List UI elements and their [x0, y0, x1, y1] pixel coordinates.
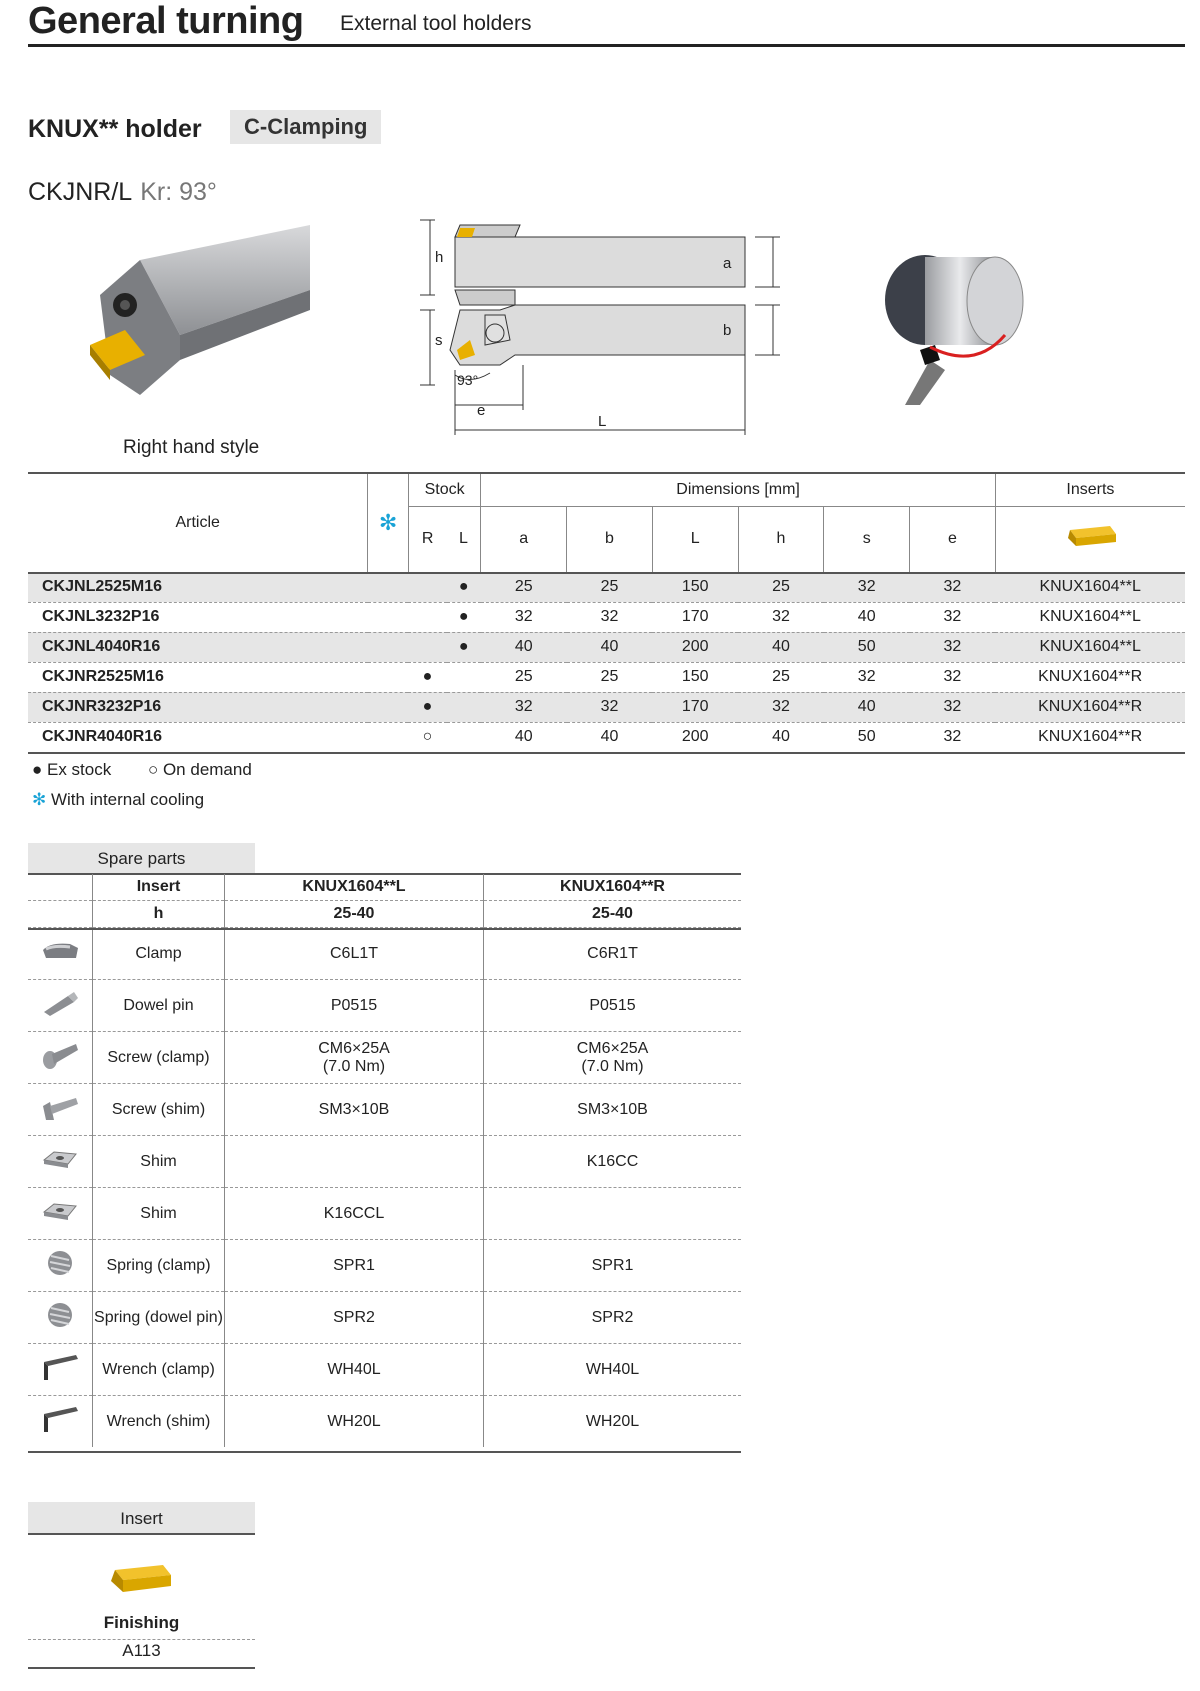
spare-parts-title: Spare parts: [28, 843, 255, 873]
cell-r: [408, 632, 446, 662]
article-code: CKJNL3232P16: [28, 602, 408, 632]
cell-l: ●: [447, 632, 481, 662]
cell-b: 25: [567, 572, 653, 602]
insert-box-divider: [28, 1639, 255, 1640]
spare-part-left-code: SPR1: [225, 1240, 484, 1292]
spare-part-name: Spring (clamp): [93, 1240, 225, 1292]
header-h: h: [738, 506, 824, 572]
spare-part-row: [28, 1136, 741, 1188]
cell-L: 170: [652, 602, 738, 632]
spare-part-name: Clamp: [93, 928, 225, 980]
cell-h: 25: [738, 572, 824, 602]
legend-ex-stock: ● Ex stock: [32, 760, 112, 779]
insert-box-title: Insert: [28, 1502, 255, 1533]
cell-b: 40: [567, 632, 653, 662]
workpiece-illustration: [880, 235, 1040, 405]
cooling-legend-text: With internal cooling: [50, 790, 205, 809]
header-inserts: Inserts: [995, 474, 1185, 506]
header-s: s: [824, 506, 910, 572]
screw-clamp-icon: [28, 1032, 93, 1084]
spare-part-row: [28, 1188, 741, 1240]
table-row: [28, 632, 1185, 662]
table-row: [28, 572, 1185, 602]
insert-box-rule: [28, 1533, 255, 1535]
label-b: b: [723, 322, 732, 339]
table-row: [28, 692, 1185, 722]
cell-l: ●: [447, 572, 481, 602]
spare-part-left-code: WH20L: [225, 1396, 484, 1448]
spare-part-right-code: [484, 1188, 742, 1240]
page-title: General turning: [28, 0, 304, 42]
spare-part-row: [28, 1240, 741, 1292]
spring-icon: [28, 1240, 93, 1292]
spare-part-right-code: WH20L: [484, 1396, 742, 1448]
cell-insert: KNUX1604**R: [995, 662, 1185, 692]
label-h: h: [435, 249, 444, 266]
model-name: [28, 178, 217, 207]
spring-icon: [28, 1292, 93, 1344]
cell-a: 40: [481, 722, 567, 752]
stock-legend: [32, 760, 284, 780]
cooling-legend-icon: ✻: [32, 790, 47, 809]
spare-col1-h: 25-40: [225, 901, 484, 928]
cell-r: [408, 572, 446, 602]
article-table: [28, 474, 1185, 752]
cell-e: 32: [910, 632, 996, 662]
cell-r: ○: [408, 722, 446, 752]
label-a: a: [723, 255, 732, 272]
cell-l: ●: [447, 602, 481, 632]
cell-a: 32: [481, 602, 567, 632]
cell-e: 32: [910, 572, 996, 602]
cell-e: 32: [910, 722, 996, 752]
cell-insert: KNUX1604**R: [995, 722, 1185, 752]
dimension-drawing: [415, 215, 785, 440]
clamping-badge: C-Clamping: [230, 110, 381, 144]
wrench-icon: [28, 1396, 93, 1448]
spare-part-right-code: C6R1T: [484, 928, 742, 980]
cell-L: 150: [652, 662, 738, 692]
spare-part-name: Shim: [93, 1136, 225, 1188]
header-e: e: [910, 506, 996, 572]
spare-part-left-code: WH40L: [225, 1344, 484, 1396]
spare-part-right-code: K16CC: [484, 1136, 742, 1188]
spare-part-right-code: SPR1: [484, 1240, 742, 1292]
cell-L: 200: [652, 722, 738, 752]
cell-s: 40: [824, 602, 910, 632]
cell-insert: KNUX1604**R: [995, 692, 1185, 722]
header-dimensions: Dimensions [mm]: [481, 474, 995, 506]
cell-a: 25: [481, 572, 567, 602]
table-bottom-rule: [28, 752, 1185, 754]
article-code: CKJNR2525M16: [28, 662, 408, 692]
spare-part-left-code: [225, 1136, 484, 1188]
header-r: R: [408, 506, 446, 572]
cell-s: 50: [824, 722, 910, 752]
model-kr: Kr: 93°: [140, 178, 217, 206]
spare-part-name: Shim: [93, 1188, 225, 1240]
spare-part-row: [28, 1084, 741, 1136]
header-a: a: [481, 506, 567, 572]
label-L: L: [598, 413, 607, 430]
cell-a: 25: [481, 662, 567, 692]
spare-part-row: [28, 1292, 741, 1344]
spare-part-left-code: P0515: [225, 980, 484, 1032]
spare-part-row: [28, 1396, 741, 1448]
spare-part-right-code: SM3×10B: [484, 1084, 742, 1136]
spare-part-right-code: WH40L: [484, 1344, 742, 1396]
dowel-pin-icon: [28, 980, 93, 1032]
cell-s: 32: [824, 662, 910, 692]
cell-l: [447, 722, 481, 752]
cell-insert: KNUX1604**L: [995, 572, 1185, 602]
cell-e: 32: [910, 602, 996, 632]
cell-r: ●: [408, 662, 446, 692]
spare-header-rule: [28, 928, 741, 930]
spare-part-name: Screw (clamp): [93, 1032, 225, 1084]
table-header-rule: [28, 572, 1185, 574]
insert-type: Finishing: [103, 1613, 180, 1632]
cell-a: 32: [481, 692, 567, 722]
spare-part-name: Dowel pin: [93, 980, 225, 1032]
spare-part-name: Wrench (shim): [93, 1396, 225, 1448]
spare-header-col2: KNUX1604**R: [560, 878, 665, 895]
cell-s: 40: [824, 692, 910, 722]
table-row: [28, 662, 1185, 692]
spare-part-row: [28, 928, 741, 980]
cell-e: 32: [910, 692, 996, 722]
cell-h: 32: [738, 692, 824, 722]
image-caption: Right hand style: [123, 437, 260, 458]
spare-part-row: [28, 1032, 741, 1084]
cell-a: 40: [481, 632, 567, 662]
cell-r: ●: [408, 692, 446, 722]
header-l: L: [459, 530, 468, 547]
screw-shim-icon: [28, 1084, 93, 1136]
wrench-icon: [28, 1344, 93, 1396]
spare-part-right-code: SPR2: [484, 1292, 742, 1344]
insert-box-bottom-rule: [28, 1667, 255, 1669]
spare-part-left-code: CM6×25A (7.0 Nm): [225, 1032, 484, 1084]
label-s: s: [435, 332, 443, 349]
spare-part-right-code: P0515: [484, 980, 742, 1032]
article-code: CKJNL4040R16: [28, 632, 408, 662]
spare-bottom-rule: [28, 1451, 741, 1453]
cell-l: [447, 692, 481, 722]
cell-r: [408, 602, 446, 632]
spare-part-row: [28, 1344, 741, 1396]
spare-corner: [28, 874, 93, 901]
model-code: CKJNR/L: [28, 178, 133, 206]
cell-h: 40: [738, 722, 824, 752]
spare-part-name: Spring (dowel pin): [93, 1292, 225, 1344]
legend-on-demand: ○ On demand: [147, 760, 252, 779]
cell-insert: KNUX1604**L: [995, 602, 1185, 632]
holder-name: KNUX** holder: [28, 115, 202, 143]
cell-b: 32: [567, 602, 653, 632]
header-article: Article: [175, 513, 220, 531]
article-code: CKJNR4040R16: [28, 722, 408, 752]
shim-icon: [28, 1188, 93, 1240]
cell-h: 40: [738, 632, 824, 662]
cell-h: 32: [738, 602, 824, 632]
cell-s: 50: [824, 632, 910, 662]
spare-header-insert: Insert: [93, 874, 225, 901]
spare-header-h: h: [93, 901, 225, 928]
cell-L: 150: [652, 572, 738, 602]
table-row: [28, 722, 1185, 752]
clamp-icon: [28, 928, 93, 980]
label-e: e: [477, 402, 486, 419]
cell-b: 25: [567, 662, 653, 692]
spare-part-left-code: SPR2: [225, 1292, 484, 1344]
table-row: [28, 602, 1185, 632]
label-angle: 93°: [457, 372, 479, 388]
spare-part-name: Wrench (clamp): [93, 1344, 225, 1396]
insert-code: A113: [122, 1641, 161, 1660]
spare-part-left-code: K16CCL: [225, 1188, 484, 1240]
header-rule: [28, 44, 1185, 47]
insert-icon: [995, 506, 1185, 572]
spare-part-right-code: CM6×25A (7.0 Nm): [484, 1032, 742, 1084]
spare-header-col1: KNUX1604**L: [225, 874, 484, 901]
header-stock: Stock: [408, 474, 481, 506]
cell-L: 200: [652, 632, 738, 662]
spare-corner: [28, 901, 93, 928]
spare-part-row: [28, 980, 741, 1032]
header-L: L: [652, 506, 738, 572]
cooling-legend: [32, 790, 204, 810]
cell-e: 32: [910, 662, 996, 692]
spare-col2-h: 25-40: [484, 901, 742, 928]
cell-s: 32: [824, 572, 910, 602]
cell-b: 32: [567, 692, 653, 722]
cell-l: [447, 662, 481, 692]
tool-holder-image: [80, 220, 320, 410]
spare-parts-table: [28, 874, 741, 1447]
page-subtitle: External tool holders: [340, 12, 532, 35]
cell-insert: KNUX1604**L: [995, 632, 1185, 662]
cell-h: 25: [738, 662, 824, 692]
cell-L: 170: [652, 692, 738, 722]
spare-part-left-code: C6L1T: [225, 928, 484, 980]
spare-part-name: Screw (shim): [93, 1084, 225, 1136]
article-code: CKJNR3232P16: [28, 692, 408, 722]
header-b: b: [567, 506, 653, 572]
shim-icon: [28, 1136, 93, 1188]
article-code: CKJNL2525M16: [28, 572, 408, 602]
insert-image: [105, 1562, 175, 1596]
spare-part-left-code: SM3×10B: [225, 1084, 484, 1136]
cooling-icon: ✻: [368, 474, 408, 572]
cell-b: 40: [567, 722, 653, 752]
